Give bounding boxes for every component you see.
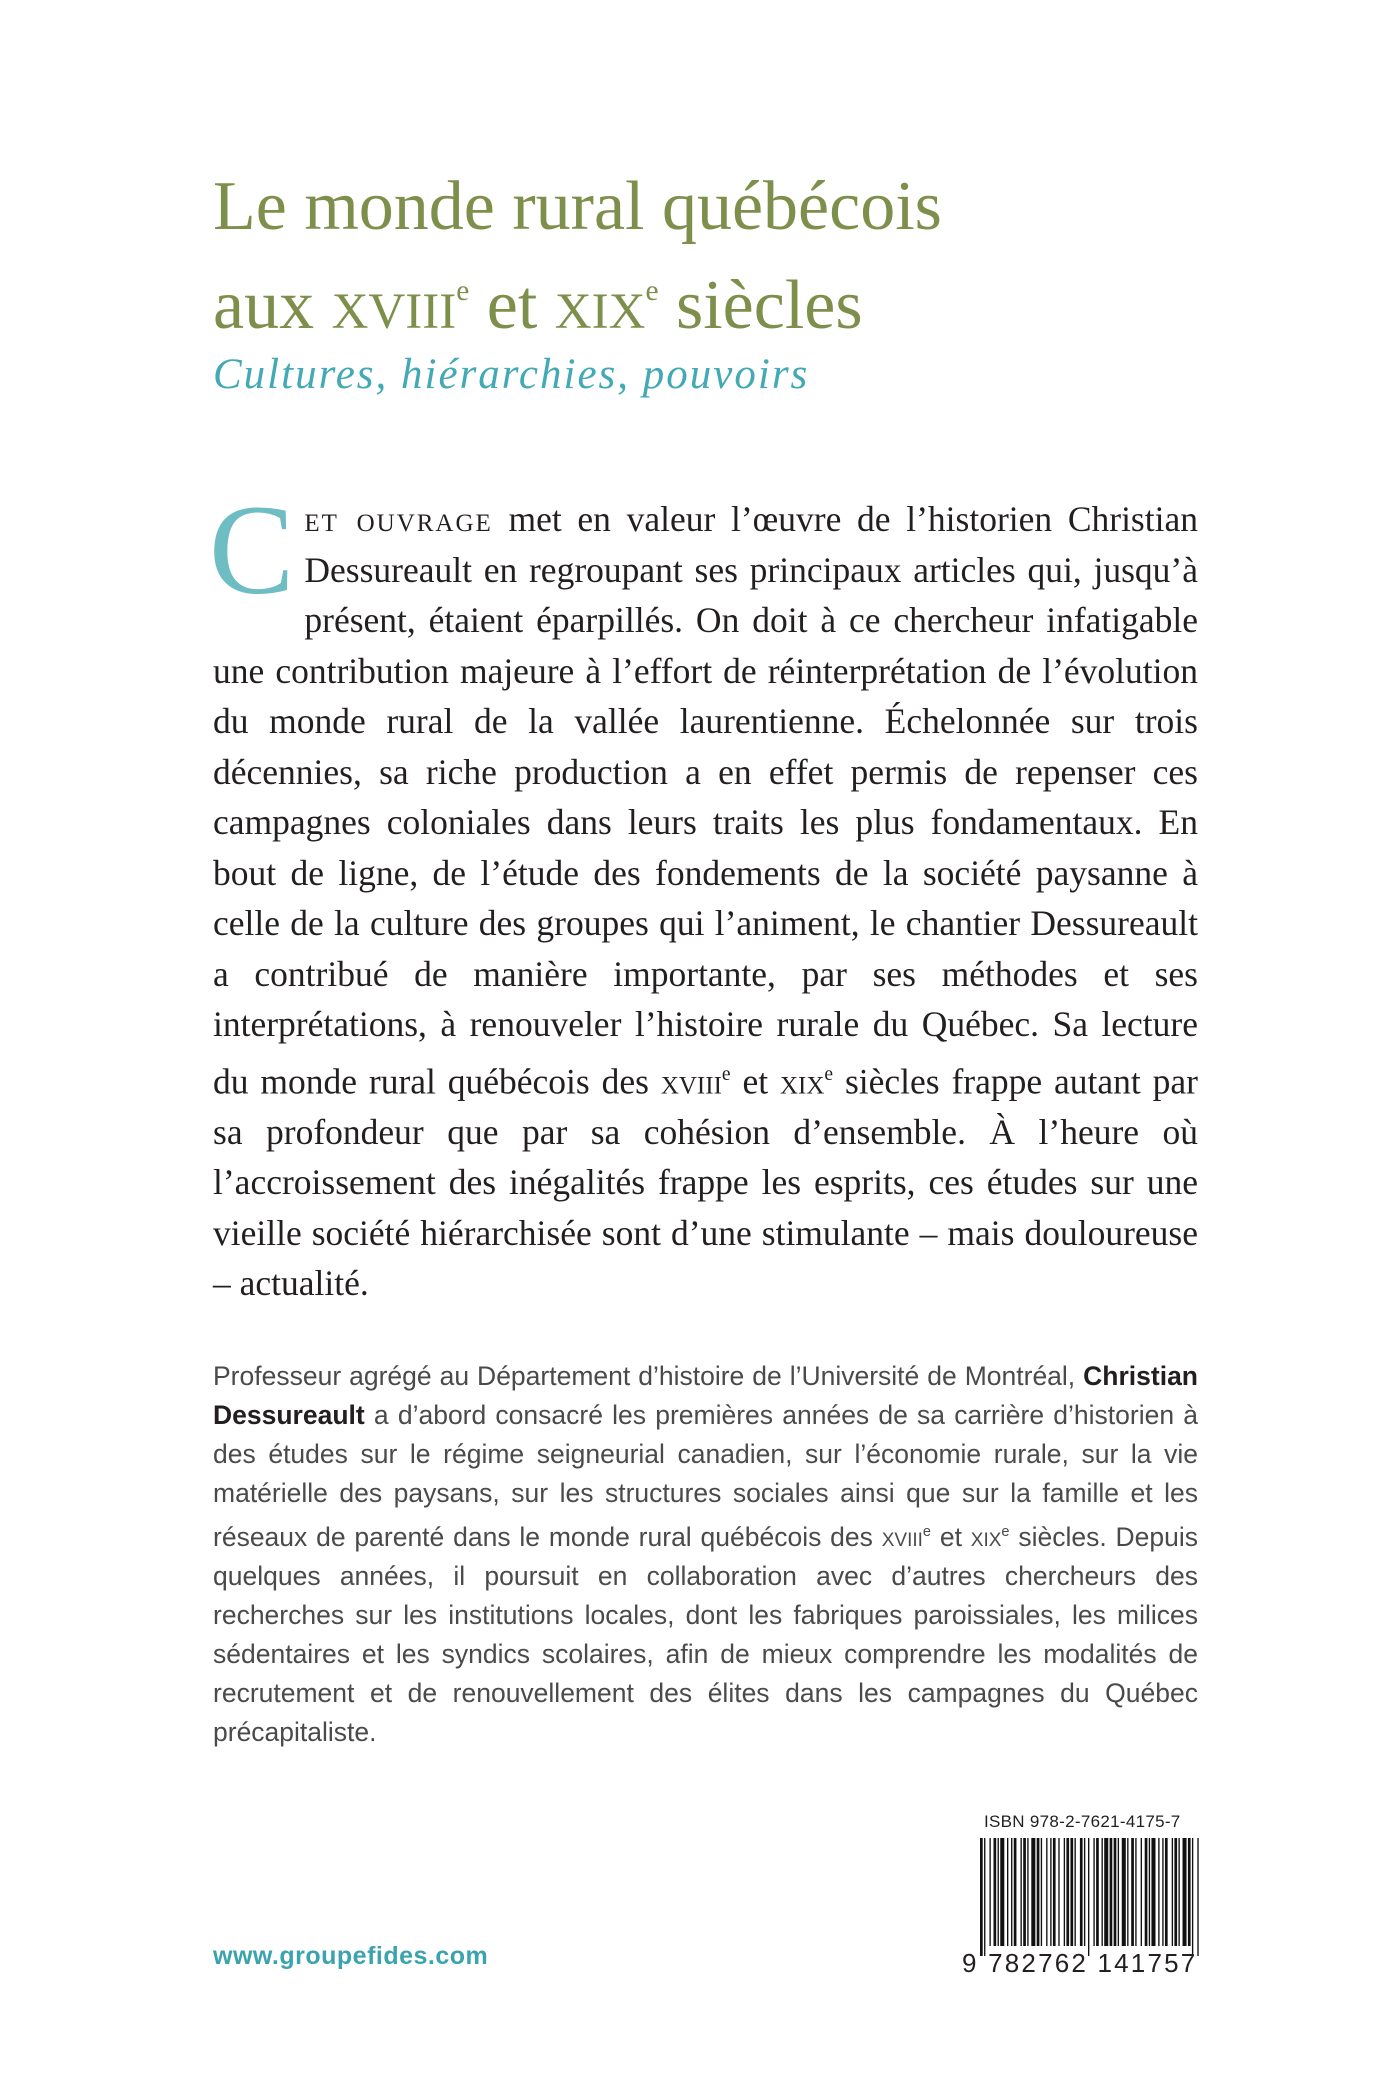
barcode-bar — [1127, 1838, 1128, 1946]
blurb-superscript-1: e — [721, 1063, 731, 1085]
bio-text-1: a d’abord consacré les premières années de sa carrière d’historien à des études sur le régime seigneurial canadien, sur l’économie rurale, sur la vie matérielle des paysans, sur les structures sociales ainsi que sur la famille et les réseaux de parenté dans le monde rural québécois des — [213, 1400, 1198, 1553]
blurb-text-1: met en valeur l’œuvre de l’historien Christian Dessureault en regroupant ses principaux articles qui, jusqu’à présent, étaient éparpillés. On doit à ce chercheur infatigable une contribution majeure à l’effort de réinterprétation de l’évolution du monde rural de la vallée laurentienne. Échelonnée sur trois décennies, sa riche production a en effet permis de repenser ces campagnes coloniales dans leurs traits les plus fondamentaux. En bout de ligne, de l’étude des fondements de la société paysanne à celle de la culture des groupes qui l’animent, le chantier Dessureault a contribué de manière importante, par ses méthodes et ses interprétations, à renouveler l’histoire rurale du Québec. Sa lecture du monde rural québécois des — [213, 499, 1198, 1102]
publisher-url[interactable]: www.groupefides.com — [213, 1942, 489, 1970]
barcode-image — [978, 1838, 1200, 1958]
barcode-bar — [1104, 1838, 1108, 1946]
barcode-bar — [1000, 1838, 1004, 1946]
barcode-bar — [994, 1838, 997, 1946]
barcode-bar — [1037, 1838, 1040, 1946]
barcode-bar — [1046, 1838, 1047, 1946]
blurb-century-19: xix — [779, 1061, 825, 1102]
blurb-century-18: xviii — [660, 1061, 722, 1102]
barcode-bar — [1088, 1838, 1089, 1956]
author-name: Christian Dessureault — [213, 1361, 1198, 1430]
barcode-bar — [1162, 1838, 1163, 1946]
barcode-bar — [1174, 1838, 1177, 1946]
barcode-bar — [1075, 1838, 1076, 1946]
barcode-bar — [984, 1838, 985, 1956]
barcode-bar — [1110, 1838, 1113, 1946]
barcode-bar — [1021, 1838, 1022, 1946]
barcode-bar — [1096, 1838, 1099, 1946]
title-century-18: xviii — [331, 262, 457, 344]
barcode-bar — [1178, 1838, 1179, 1946]
barcode-bar — [1058, 1838, 1059, 1946]
isbn-label: ISBN 978-2-7621-4175-7 — [984, 1812, 1181, 1831]
barcode-bar — [1135, 1838, 1136, 1946]
book-title — [213, 165, 1213, 348]
barcode-bar — [1118, 1838, 1119, 1946]
barcode-bar — [1188, 1838, 1191, 1946]
title-et: et — [486, 266, 538, 344]
barcode-bar — [1165, 1838, 1168, 1946]
barcode-bar — [1149, 1838, 1150, 1946]
barcode-bar — [1158, 1838, 1159, 1946]
bio-century-18: xviii — [881, 1522, 923, 1553]
barcode-bar — [1031, 1838, 1035, 1946]
blurb-text-2: siècles frappe autant par sa profondeur que par sa cohésion d’ensemble. À l’heure où l’accroissement des inégalités frappe les esprits, ces études sur une vieille société hiérarchisée sont d’une stimulante – mais douloureuse – actualité. — [213, 1061, 1198, 1304]
barcode-bar — [1080, 1838, 1083, 1946]
barcode-bar — [1131, 1838, 1134, 1946]
barcode-bar — [1041, 1838, 1042, 1946]
blurb-et: et — [730, 1061, 780, 1102]
barcode-bar — [1066, 1838, 1069, 1946]
barcode-bar — [1197, 1838, 1198, 1956]
barcode-bar — [1053, 1838, 1056, 1946]
blurb-paragraph — [209, 479, 1198, 1309]
book-subtitle: Cultures, hiérarchies, pouvoirs — [213, 351, 810, 398]
author-bio — [213, 1357, 1198, 1752]
blurb-superscript-2: e — [824, 1063, 834, 1085]
barcode-bar — [1114, 1838, 1117, 1946]
barcode-bar — [1011, 1838, 1012, 1946]
bio-superscript-2: e — [1001, 1524, 1010, 1540]
barcode-bar — [1102, 1838, 1103, 1946]
drop-cap: C — [209, 479, 295, 621]
barcode-bar — [1070, 1838, 1073, 1946]
title-siecles: siècles — [675, 266, 863, 344]
bio-century-19: xix — [970, 1522, 1002, 1553]
barcode-bar — [1023, 1838, 1026, 1946]
barcode-bar — [1145, 1838, 1148, 1946]
barcode-bar — [998, 1838, 999, 1946]
barcode-bar — [1027, 1838, 1028, 1946]
title-aux: aux — [213, 266, 315, 344]
barcode-bar — [1007, 1838, 1008, 1946]
barcode-bar — [989, 1838, 990, 1946]
barcode-bar — [1172, 1838, 1173, 1946]
barcode-bar — [1064, 1838, 1065, 1946]
title-century-19: xix — [554, 262, 646, 344]
title-line-1: Le monde rural québécois — [213, 168, 942, 245]
title-superscript-1: e — [456, 275, 470, 307]
barcode-digits: 9 782762 141757 — [962, 1948, 1198, 1978]
blurb-lead-small-caps: et ouvrage — [304, 499, 493, 539]
title-superscript-2: e — [645, 275, 659, 307]
barcode-bar — [1122, 1838, 1126, 1946]
barcode-bar — [980, 1838, 983, 1956]
bio-intro: Professeur agrégé au Département d’histoire de l’Université de Montréal, — [213, 1361, 1084, 1391]
barcode-bar — [1084, 1838, 1085, 1946]
barcode-bar — [1183, 1838, 1187, 1946]
barcode-bar — [1093, 1838, 1094, 1946]
barcode-bar — [1151, 1838, 1155, 1946]
bio-superscript-1: e — [922, 1524, 932, 1540]
barcode-bar — [1141, 1838, 1142, 1946]
barcode-bar — [1050, 1838, 1051, 1946]
bio-et: et — [931, 1522, 971, 1553]
barcode-bar — [1192, 1838, 1193, 1956]
barcode-bar — [1014, 1838, 1017, 1946]
bio-text-2: siècles. Depuis quelques années, il poursuit en collaboration avec d’autres chercheurs des recherches sur les institutions locales, dont les fabriques paroissiales, les milices sédentaires et les syndics scolaires, afin de mieux comprendre les modalités de recrutement et de renouvellement des élites dans les campagnes du Québec précapitaliste. — [213, 1522, 1198, 1748]
